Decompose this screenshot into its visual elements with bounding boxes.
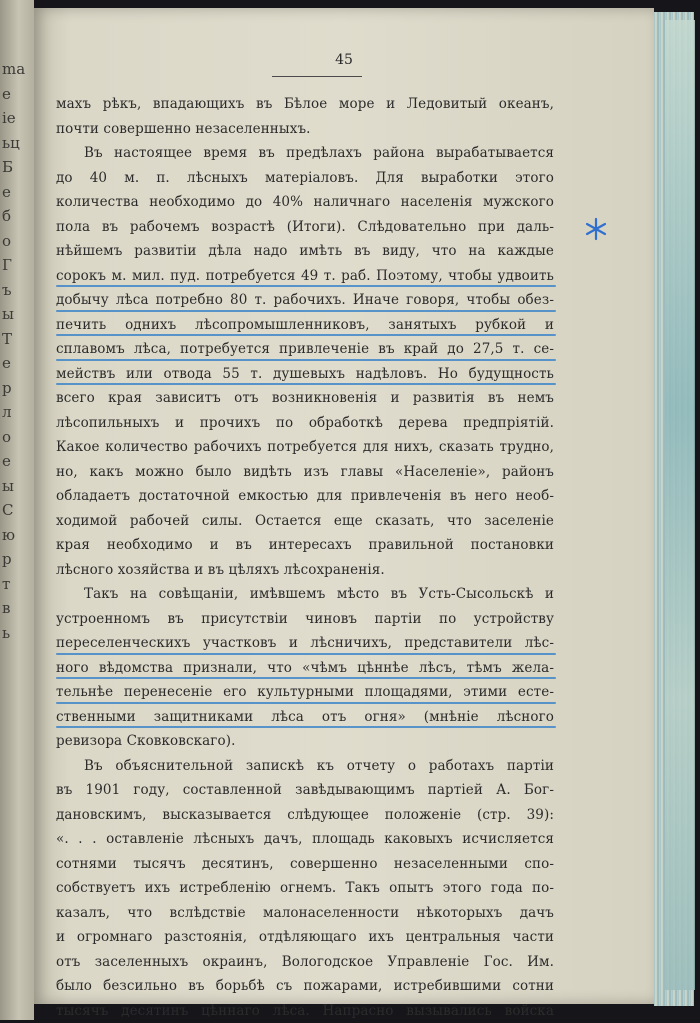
text-line: сорокъ м. мил. пуд. потребуется 49 т. раб. Поэтому, чтобы удвоить bbox=[56, 264, 554, 289]
left-page-fragment: ьц bbox=[2, 134, 32, 152]
text-line: лѣсного хозяйства и въ цѣляхъ лѣсохраненія. bbox=[56, 558, 554, 583]
text-line: ственными защитниками лѣса отъ огня» (мнѣніе лѣсного bbox=[56, 705, 554, 730]
text-line: сплавомъ лѣса, потребуется привлеченіе въ край до 27,5 т. се- bbox=[56, 337, 554, 362]
text-line: печить однихъ лѣсопромышленниковъ, занятыхъ рубкой и bbox=[56, 313, 554, 338]
text-line: почти совершенно незаселенныхъ. bbox=[56, 117, 554, 142]
text-line: тысячъ десятинъ цѣннаго лѣса. Напрасно вызывались войска bbox=[56, 999, 554, 1023]
text-line: пола въ рабочемъ возрастѣ (Итоги). Слѣдовательно при даль- bbox=[56, 215, 554, 240]
left-page-fragment: ъ bbox=[2, 281, 32, 299]
book-cover-edge bbox=[665, 20, 695, 990]
left-page-fragment: б bbox=[2, 207, 32, 225]
left-page-fragment: ma bbox=[2, 60, 32, 78]
left-page-fragment: л bbox=[2, 403, 32, 421]
text-line: въ 1901 году, составленной завѣдывающимъ партіей А. Бог- bbox=[56, 778, 554, 803]
pen-underline bbox=[56, 334, 556, 336]
text-line: добычу лѣса потребно 80 т. рабочихъ. Иначе говоря, чтобы обез- bbox=[56, 288, 554, 313]
pen-underline bbox=[56, 677, 556, 679]
text-line: до 40 м. п. лѣсныхъ матеріаловъ. Для выработки этого bbox=[56, 166, 554, 191]
left-page-fragment: Б bbox=[2, 158, 32, 176]
text-line: края необходимо и въ интересахъ правильной постановки bbox=[56, 533, 554, 558]
left-page-fragment: o bbox=[2, 232, 32, 250]
text-line: отъ заселенныхъ окраинъ, Вологодское Управленіе Гос. Им. bbox=[56, 950, 554, 975]
pen-underline bbox=[56, 285, 556, 287]
text-line: махъ рѣкъ, впадающихъ въ Бѣлое море и Ледовитый океанъ, bbox=[56, 92, 554, 117]
text-line: казалъ, что вслѣдствіе малонаселенности нѣкоторыхъ дачъ bbox=[56, 901, 554, 926]
book-page bbox=[34, 8, 654, 1004]
left-page-fragment: e bbox=[2, 183, 32, 201]
left-page-fragment: ы bbox=[2, 477, 32, 495]
text-line: сотнями тысячъ десятинъ, совершенно незаселенными спо- bbox=[56, 852, 554, 877]
pen-underline bbox=[56, 310, 556, 312]
pen-underline bbox=[56, 653, 556, 655]
left-page-fragment: Г bbox=[2, 256, 32, 274]
text-line: было безсильно въ борьбѣ съ пожарами, истребившими сотни bbox=[56, 974, 554, 999]
text-line: дановскимъ, высказывается слѣдующее положеніе (стр. 39): bbox=[56, 803, 554, 828]
page-number: 45 bbox=[34, 52, 654, 68]
text-line: переселенческихъ участковъ и лѣсничихъ, представители лѣс- bbox=[56, 631, 554, 656]
left-page-fragment: ы bbox=[2, 305, 32, 323]
text-line: «. . . оставленіе лѣсныхъ дачъ, площадь каковыхъ исчисляется bbox=[56, 827, 554, 852]
left-page-fragment: е bbox=[2, 354, 32, 372]
text-line: Въ объяснительной запискѣ къ отчету о работахъ партіи bbox=[56, 754, 554, 779]
text-line: тельнѣе перенесеніе его культурными площадями, этими есте- bbox=[56, 680, 554, 705]
text-line: ревизора Сковковскаго). bbox=[56, 729, 554, 754]
left-page-fragment: р bbox=[2, 550, 32, 568]
text-line: количества необходимо до 40% наличнаго населенія мужского bbox=[56, 190, 554, 215]
left-page-fragment: ю bbox=[2, 526, 32, 544]
text-line: нѣйшемъ развитіи дѣла надо имѣть въ виду, что на каждые bbox=[56, 239, 554, 264]
text-line: ходимой рабочей силы. Остается еще сказать, что заселеніе bbox=[56, 509, 554, 534]
left-page-fragment: Т bbox=[2, 330, 32, 348]
text-line: но, какъ можно было видѣть изъ главы «Населеніе», районъ bbox=[56, 460, 554, 485]
left-page-fragment: е bbox=[2, 452, 32, 470]
text-line: ного вѣдомства признали, что «чѣмъ цѣннѣе лѣсъ, тѣмъ жела- bbox=[56, 656, 554, 681]
text-line: Какое количество рабочихъ потребуется для нихъ, сказать трудно, bbox=[56, 435, 554, 460]
text-line: Въ настоящее время въ предѣлахъ района вырабатывается bbox=[56, 141, 554, 166]
margin-asterisk-icon bbox=[584, 217, 608, 241]
page-number-rule bbox=[272, 76, 362, 77]
text-line: мействъ или отвода 55 т. душевыхъ надѣловъ. Но будущность bbox=[56, 362, 554, 387]
left-page-fragment: e bbox=[2, 85, 32, 103]
text-line: лѣсопильныхъ и прочихъ по обработкѣ дерева предпріятій. bbox=[56, 411, 554, 436]
text-line: обладаетъ достаточной емкостью для привлеченія въ него необ- bbox=[56, 484, 554, 509]
left-page-edge bbox=[0, 0, 34, 1020]
text-line: собствуетъ ихъ истребленію огнемъ. Такъ опытъ этого года по- bbox=[56, 876, 554, 901]
left-page-fragment: в bbox=[2, 599, 32, 617]
pen-underline bbox=[56, 359, 556, 361]
text-line: всего края зависитъ отъ возникновенія и развитія въ немъ bbox=[56, 386, 554, 411]
left-page-fragment: ь bbox=[2, 624, 32, 642]
left-page-fragment: C bbox=[2, 501, 32, 519]
left-page-fragment: т bbox=[2, 575, 32, 593]
left-page-fragment: о bbox=[2, 428, 32, 446]
left-page-fragment: р bbox=[2, 379, 32, 397]
pen-underline bbox=[56, 702, 556, 704]
pen-underline bbox=[56, 726, 556, 728]
body-text bbox=[56, 92, 554, 1023]
text-line: Такъ на совѣщаніи, имѣвшемъ мѣсто въ Усть-Сысольскѣ и bbox=[56, 582, 554, 607]
left-page-fragment: ie bbox=[2, 109, 32, 127]
text-line: устроенномъ въ присутствіи чиновъ партіи по устройству bbox=[56, 607, 554, 632]
text-line: и огромнаго разстоянія, отдѣляющаго ихъ центральныя части bbox=[56, 925, 554, 950]
pen-underline bbox=[56, 383, 556, 385]
